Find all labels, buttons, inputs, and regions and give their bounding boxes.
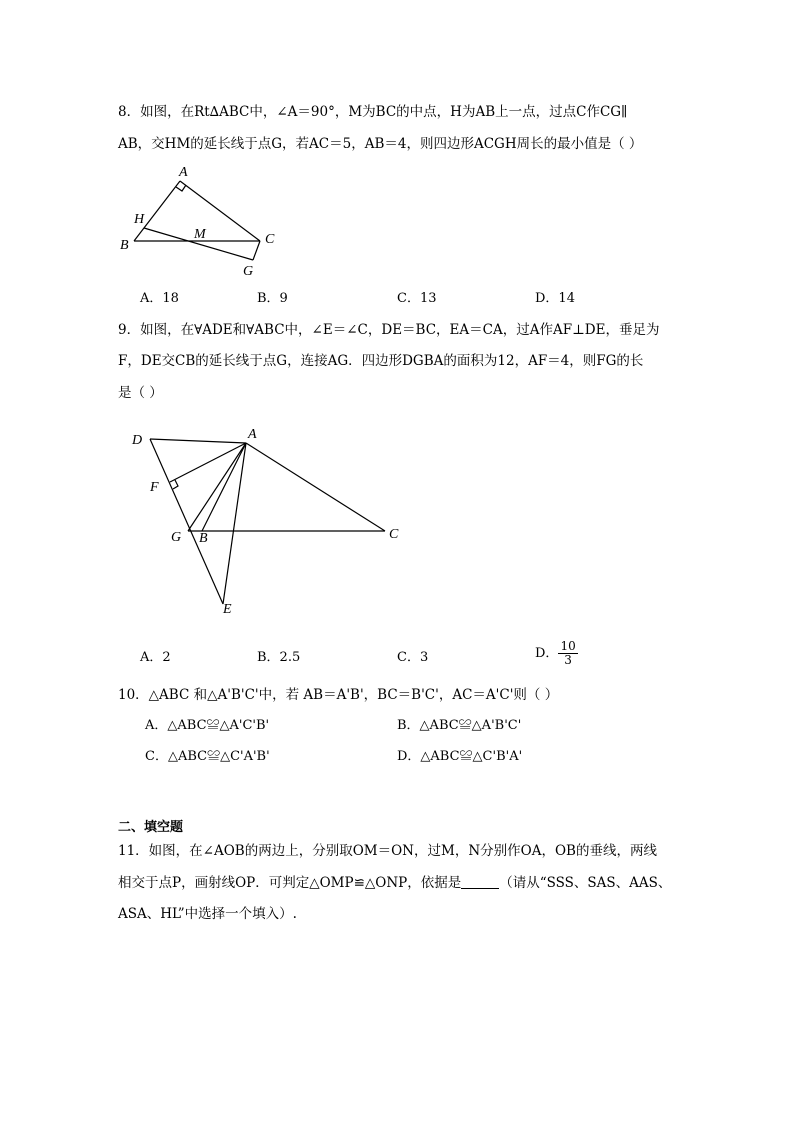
q9-option-d (535, 640, 578, 667)
q8-stem-line1: 8．如图，在Rt∆ABC中，∠A＝90°，M为BC的中点，H为AB上一点，过点C作CG∥ (118, 104, 628, 120)
q9-segment-DA (150, 439, 246, 443)
q9-label-F: F (150, 480, 159, 495)
q9-label-D: D (132, 433, 143, 448)
q10-option-a: A．△ABC≌△A'C'B' (145, 718, 270, 733)
q8-right-angle-mark (176, 185, 186, 191)
q9-label-C: C (389, 527, 399, 542)
q9-right-angle-mark (173, 480, 178, 489)
q8-label-B: B (120, 238, 129, 253)
q9-option-d-fraction (558, 640, 577, 667)
q8-option-d: D．14 (535, 291, 575, 306)
q8-segment-AC (180, 181, 260, 241)
q10-option-c: C．△ABC≌△C'A'B' (145, 749, 270, 764)
q11-answer-blank[interactable] (461, 874, 499, 889)
q8-label-A: A (179, 165, 188, 180)
q9-segment-DE (150, 439, 223, 604)
q8-option-a: A．18 (140, 291, 179, 306)
q8-label-H: H (134, 212, 145, 227)
q8-figure (110, 160, 300, 280)
q9-option-d-numerator: 10 (560, 639, 576, 653)
q11-stem-line2-after: （请从“SSS、SAS、AAS、 (499, 875, 672, 891)
q9-option-d-denominator: 3 (564, 653, 572, 667)
q8-label-G: G (243, 264, 254, 279)
q9-label-A: A (248, 427, 257, 442)
q8-option-b: B．9 (257, 291, 288, 306)
q10-option-d: D．△ABC≌△C'B'A' (397, 749, 523, 764)
q8-label-M: M (194, 227, 206, 242)
q11-stem-line1: 11．如图，在∠AOB的两边上，分别取OM＝ON，过M，N分别作OA，OB的垂线，两线 (118, 843, 657, 859)
q9-segment-AF (170, 443, 246, 482)
q8-label-C: C (265, 232, 275, 247)
q10-stem: 10．△ABC 和△A'B'C'中，若 AB＝A'B'，BC＝B'C'，AC＝A'C'则（ ） (118, 687, 559, 703)
q9-label-G: G (171, 530, 182, 545)
q9-option-b: B．2.5 (257, 650, 301, 665)
q9-stem-line3: 是（ ） (118, 385, 163, 401)
q10-option-b: B．△ABC≌△A'B'C' (397, 718, 522, 733)
q8-segment-CG (253, 241, 260, 260)
q8-stem-line2: AB，交HM的延长线于点G，若AC＝5，AB＝4，则四边形ACGH周长的最小值是（ ） (118, 136, 643, 152)
q9-figure (120, 420, 420, 625)
q9-segment-AC (246, 443, 385, 531)
q9-label-E: E (223, 602, 232, 617)
q9-segment-AG (188, 443, 246, 531)
q9-option-c: C．3 (397, 650, 429, 665)
q9-stem-line2: F，DE交CB的延长线于点G，连接AG．四边形DGBA的面积为12，AF＝4，则FG的长 (118, 353, 644, 369)
q11-stem-line3: ASA、HL”中选择一个填入）. (118, 906, 297, 922)
q9-stem-line1: 9．如图，在∀ADE和∀ABC中，∠E＝∠C，DE＝BC，EA＝CA，过A作AF⊥DE，垂足为 (118, 322, 660, 338)
q11-stem-line2 (118, 874, 671, 892)
q9-label-B: B (199, 531, 208, 546)
section-title-fill-in: 二、填空题 (118, 820, 184, 835)
q11-stem-line2-before: 相交于点P，画射线OP．可判定△OMP≌△ONP，依据是 (118, 875, 462, 891)
q9-option-a: A．2 (140, 650, 171, 665)
q9-option-d-label: D． (535, 646, 559, 661)
q8-option-c: C．13 (397, 291, 437, 306)
